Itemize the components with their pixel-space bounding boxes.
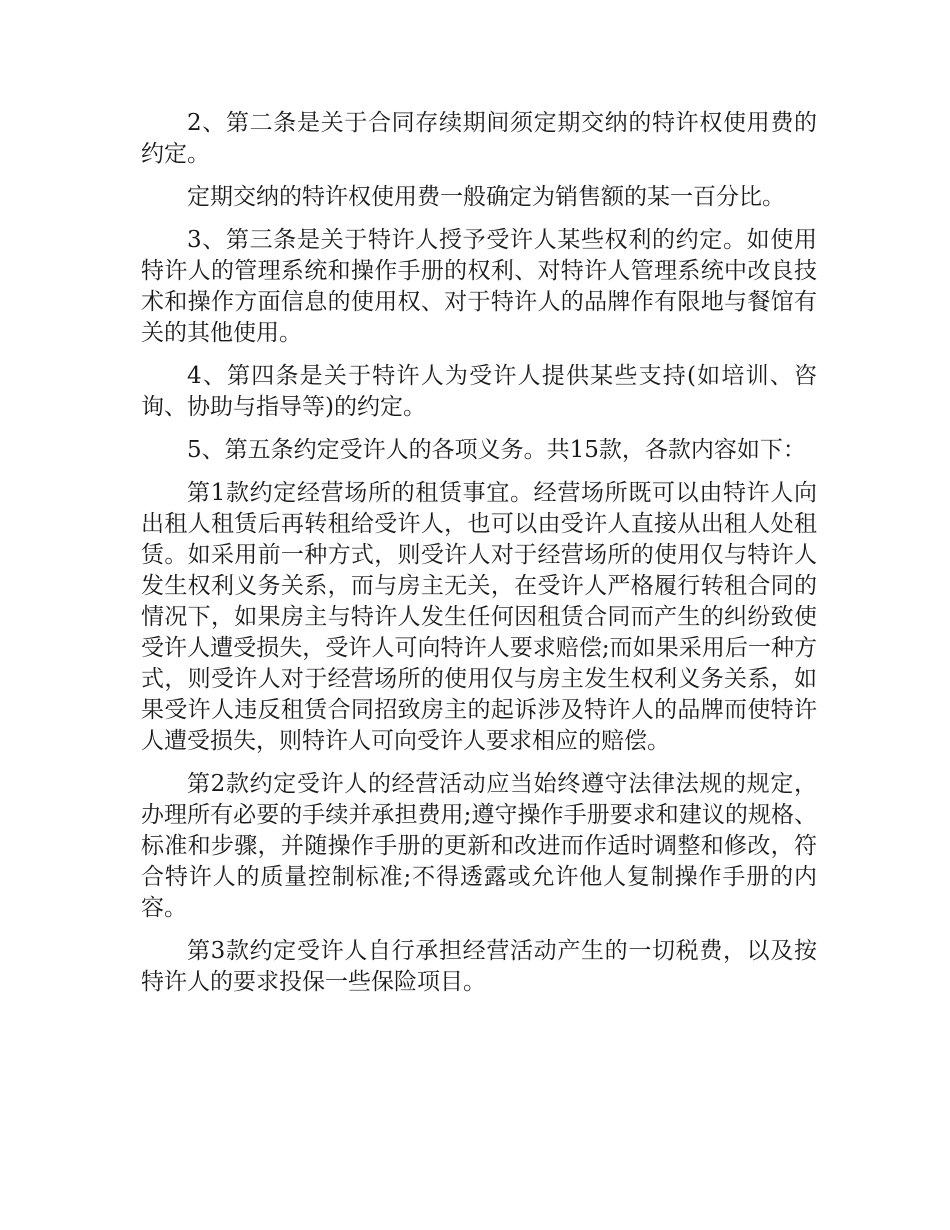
paragraph-clause-3-rights: 3、第三条是关于特许人授予受许人某些权利的约定。如使用特许人的管理系统和操作手册的权利、对特许人管理系统中改良技术和操作方面信息的使用权、对于特许人的品牌作有限地与餐馆有关的其他使用。 — [141, 227, 817, 346]
document-page — [141, 108, 817, 1010]
paragraph-clause-5-obligations: 5、第五条约定受许人的各项义务。共15款，各款内容如下： — [187, 437, 806, 463]
paragraph-clause-2-fee: 2、第二条是关于合同存续期间须定期交纳的特许权使用费的约定。 — [141, 110, 817, 167]
paragraph-clause-4-support: 4、第四条是关于特许人为受许人提供某些支持(如培训、咨询、协助与指导等)的约定。 — [141, 363, 817, 420]
paragraph-item-1-lease: 第1款约定经营场所的租赁事宜。经营场所既可以由特许人向出租人租赁后再转租给受许人，也可以由受许人直接从出租人处租赁。如采用前一种方式，则受许人对于经营场所的使用仅与特许人发生权利义务关系，而与房主无关，在受许人严格履行转租合同的情况下，如果房主与特许人发生任何因租赁合同而产生的纠纷致使受许人遭受损失，受许人可向特许人要求赔偿;而如果采用后一种方式，则受许人对于经营场所的使用仅与房主发生权利义务关系，如果受许人违反租赁合同招致房主的起诉涉及特许人的品牌而使特许人遭受损失，则特许人可向受许人要求相应的赔偿。 — [141, 480, 817, 754]
paragraph-fee-percentage: 定期交纳的特许权使用费一般确定为销售额的某一百分比。 — [187, 184, 785, 210]
paragraph-item-2-compliance: 第2款约定受许人的经营活动应当始终遵守法律法规的规定，办理所有必要的手续并承担费用;遵守操作手册要求和建议的规格、标准和步骤，并随操作手册的更新和改进而作适时调整和修改，符合特许人的质量控制标准;不得透露或允许他人复制操作手册的内容。 — [141, 771, 817, 921]
paragraph-item-3-taxes: 第3款约定受许人自行承担经营活动产生的一切税费，以及按特许人的要求投保一些保险项目。 — [141, 938, 817, 995]
